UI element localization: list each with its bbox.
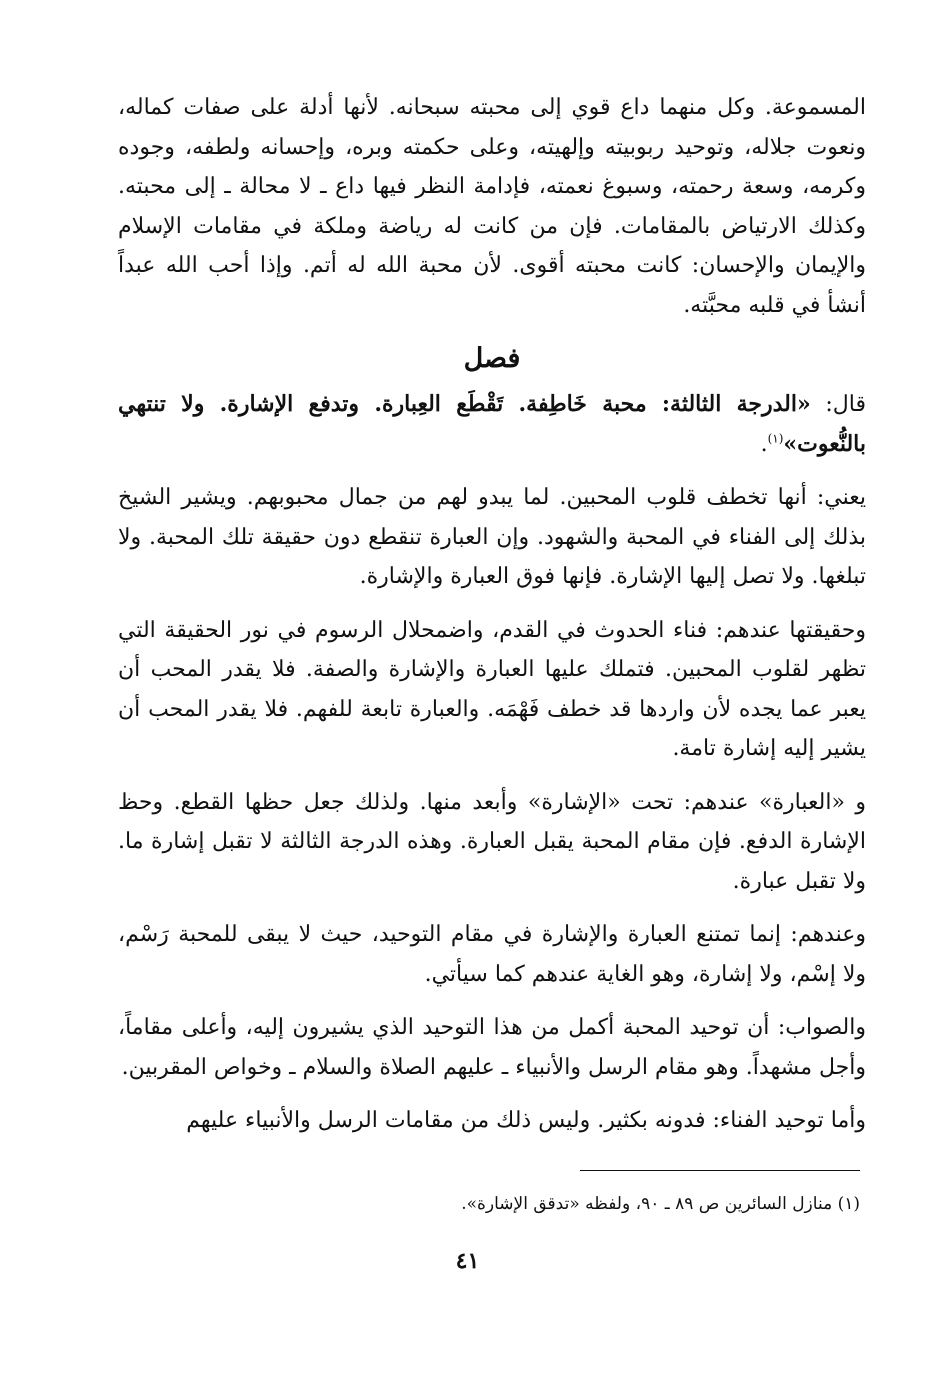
footnote: (١) منازل السائرين ص ٨٩ ـ ٩٠، ولفظه «تدقق الإشارة». (461, 1194, 860, 1214)
paragraph-1: المسموعة. وكل منهما داع قوي إلى محبته سبحانه. لأنها أدلة على صفات كماله، ونعوت جلاله، وتوحيد ربوبيته وإلهيته، وعلى حكمته وبره، وإحسانه ولطفه، وجوده وكرمه، وسعة رحمته، وسبوغ نعمته، فإدامة النظر فيها داع ـ لا محالة ـ إلى محبته. وكذلك الارتياض بالمقامات. فإن من كانت له رياضة وملكة في مقامات الإسلام والإيمان والإحسان: كانت محبته أقوى. لأن محبة الله له أتم. وإذا أحب الله عبداً أنشأ في قلبه محبَّته. (118, 95, 866, 318)
quote-paragraph (118, 385, 866, 464)
section-heading: فصل (463, 343, 521, 374)
quote-text: «الدرجة الثالثة: محبة خَاطِفة. تَقْطَع العِبارة. وتدفع الإشارة. ولا تنتهي بالنُّعوت» (118, 391, 866, 457)
paragraph-6: والصواب: أن توحيد المحبة أكمل من هذا التوحيد الذي يشيرون إليه، وأعلى مقاماً، وأجل مشهداً. وهو مقام الرسل والأنبياء ـ عليهم الصلاة والسلام ـ وخواص المقربين. (118, 1015, 866, 1080)
paragraph-7: وأما توحيد الفناء: فدونه بكثير. وليس ذلك من مقامات الرسل والأنبياء عليهم (186, 1108, 866, 1133)
paragraph-2: يعني: أنها تخطف قلوب المحبين. لما يبدو لهم من جمال محبوبهم. ويشير الشيخ بذلك إلى الفناء في المحبة والشهود. وإن العبارة تنقطع دون حقيقة تلك المحبة. ولا تبلغها. ولا تصل إليها الإشارة. فإنها فوق العبارة والإشارة. (118, 485, 866, 589)
page-number: ٤١ (455, 1248, 480, 1274)
page-body (118, 88, 866, 1141)
quote-intro: قال: (810, 392, 867, 417)
paragraph-4: و «العبارة» عندهم: تحت «الإشارة» وأبعد منها. ولذلك جعل حظها القطع. وحظ الإشارة الدفع. فإن مقام المحبة يقبل العبارة. وهذه الدرجة الثالثة لا تقبل إشارة ما. ولا تقبل عبارة. (118, 789, 866, 894)
quote-end: . (760, 431, 768, 457)
footnote-divider (580, 1170, 860, 1171)
footnote-reference: (١) (767, 431, 784, 446)
paragraph-5: وعندهم: إنما تمتنع العبارة والإشارة في مقام التوحيد، حيث لا يبقى للمحبة رَسْم، ولا إسْم، ولا إشارة، وهو الغاية عندهم كما سيأتي. (118, 922, 866, 987)
paragraph-3: وحقيقتها عندهم: فناء الحدوث في القدم، واضمحلال الرسوم في نور الحقيقة التي تظهر لقلوب المحبين. فتملك عليها العبارة والإشارة والصفة. فلا يقدر المحب أن يعبر عما يجده لأن واردها قد خطف فَهْمَه. والعبارة تابعة للفهم. فلا يقدر المحب أن يشير إليه إشارة تامة. (118, 617, 866, 761)
